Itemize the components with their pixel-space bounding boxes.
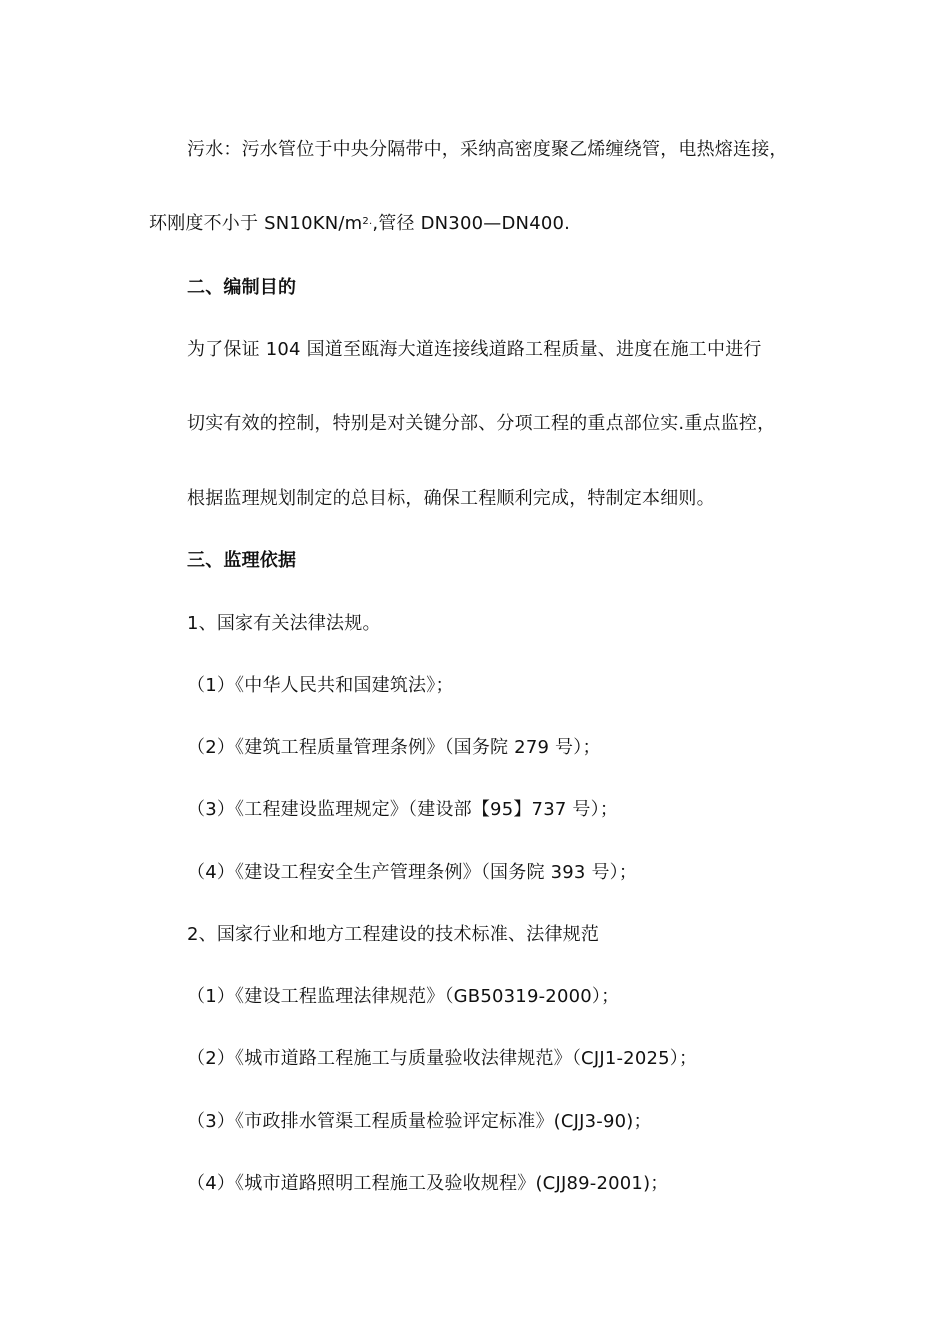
sewage-stiffness-text: 环刚度不小于 SN10KN/m [149,213,363,234]
paragraph-sewage-line-1: 污水：污水管位于中央分隔带中，采纳高密度聚乙烯缠绕管，电热熔连接， [187,139,788,160]
section-heading-purpose: 二、编制目的 [187,277,297,298]
list-item-laws: 1、国家有关法律法规。 [187,613,381,634]
list-subitem-standard-4: （4）《城市道路照明工程施工及验收规程》(CJJ89-2001)； [187,1173,669,1194]
paragraph-purpose-line-3: 根据监理规划制定的总目标，确保工程顺利完成，特制定本细则。 [187,488,715,509]
sewage-diameter-text: ,管径 DN300—DN400. [372,213,571,234]
paragraph-purpose-line-2: 切实有效的控制，特别是对关键分部、分项工程的重点部位实.重点监控， [187,413,776,434]
list-subitem-standard-3: （3）《市政排水管渠工程质量检验评定标准》(CJJ3-90)； [187,1111,652,1132]
list-subitem-law-1: （1）《中华人民共和国建筑法》； [187,675,454,696]
list-subitem-law-3: （3）《工程建设监理规定》（建设部【95】737 号）； [187,799,619,820]
list-subitem-law-4: （4）《建设工程安全生产管理条例》（国务院 393 号）； [187,862,638,883]
list-item-standards: 2、国家行业和地方工程建设的技术标准、法律规范 [187,924,600,945]
list-subitem-law-2: （2）《建筑工程质量管理条例》（国务院 279 号）； [187,737,601,758]
superscript-unit: 2. [362,216,373,227]
paragraph-purpose-line-1: 为了保证 104 国道至瓯海大道连接线道路工程质量、进度在施工中进行 [187,339,762,360]
paragraph-sewage-line-2 [149,212,570,236]
list-subitem-standard-2: （2）《城市道路工程施工与质量验收法律规范》（CJJ1-2025）； [187,1048,698,1069]
list-subitem-standard-1: （1）《建设工程监理法律规范》（GB50319-2000）； [187,986,620,1007]
section-heading-basis: 三、监理依据 [187,550,297,571]
